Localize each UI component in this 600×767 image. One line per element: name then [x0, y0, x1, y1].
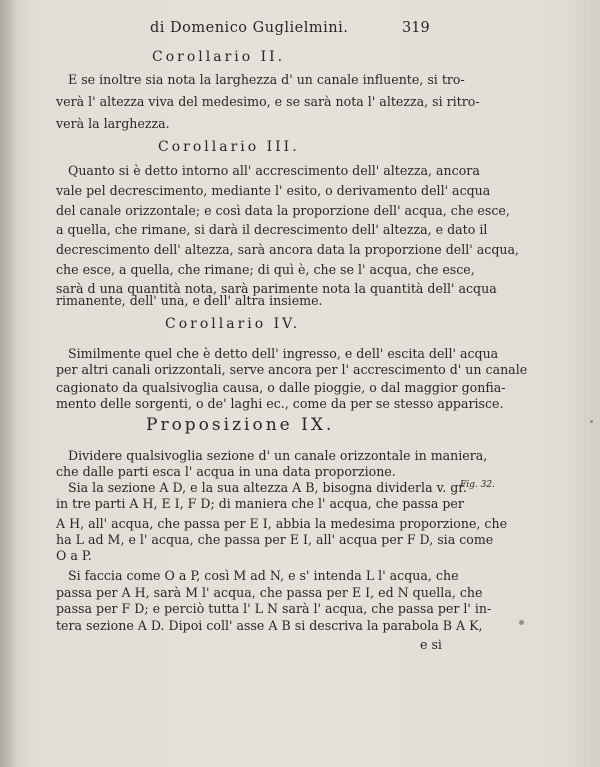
corollary-2-line: E se inoltre sia nota la larghezza d' un canale influente, si tro- — [68, 72, 465, 87]
proposition-9-paragraph-line: O a P. — [56, 548, 92, 563]
corollary-4-line: per altri canali orizzontali, serve ancora per l' accrescimento d' un canale — [56, 362, 528, 377]
corollary-3-line: che esce, a quella, che rimane; di quì è, che se l' acqua, che esce, — [56, 262, 475, 277]
corollary-3-line: Quanto si è detto intorno all' accrescimento dell' altezza, ancora — [68, 163, 480, 178]
proposition-9-statement-line: Dividere qualsivoglia sezione d' un canale orizzontale in maniera, — [68, 448, 488, 463]
catchword: e si — [420, 637, 442, 652]
corollary-4-line: Similmente quel che è detto dell' ingresso, e dell' escita dell' acqua — [68, 346, 499, 361]
proposition-9-heading: Proposizione IX. — [146, 415, 335, 435]
corollary-4-heading: Corollario IV. — [165, 316, 301, 332]
corollary-2-heading: Corollario II. — [152, 49, 286, 65]
proposition-9-paragraph-line: passa per A H, sarà M l' acqua, che passa per E I, ed N quella, che — [56, 585, 483, 600]
corollary-3-line: a quella, che rimane, si darà il decrescimento dell' altezza, e dato il — [56, 222, 488, 237]
gutter-shadow — [0, 0, 18, 767]
figure-margin-note: Fig. 32. — [460, 480, 495, 490]
proposition-9-paragraph-line: A H, all' acqua, che passa per E I, abbia la medesima proporzione, che — [56, 516, 508, 531]
proposition-9-paragraph-line: Si faccia come O a P, così M ad N, e s' intenda L l' acqua, che — [68, 568, 459, 583]
corollary-3-line: sarà d una quantità nota, sarà parimente nota la quantità dell' acqua — [56, 281, 497, 296]
proposition-9-paragraph-line: Sia la sezione A D, e la sua altezza A B, bisogna dividerla v. gr. — [68, 480, 467, 495]
corollary-3-line: vale pel decrescimento, mediante l' esito, o derivamento dell' acqua — [56, 183, 491, 198]
page-number: 319 — [402, 20, 430, 36]
corollary-2-line: verà l' altezza viva del medesimo, e se sarà nota l' altezza, si ritro- — [56, 94, 480, 109]
proposition-9-paragraph-line: ha L ad M, e l' acqua, che passa per E I, all' acqua per F D, sia come — [56, 532, 494, 547]
corollary-2-line: verà la larghezza. — [56, 116, 170, 131]
proposition-9-paragraph-line: tera sezione A D. Dipoi coll' asse A B si descriva la parabola B A K, — [56, 618, 483, 633]
corollary-3-line: rimanente, dell' una, e dell' altra insieme. — [56, 293, 323, 308]
page-edge — [585, 0, 586, 767]
corollary-4-line: mento delle sorgenti, o de' laghi ec., come da per se stesso apparisce. — [56, 396, 504, 411]
proposition-9-paragraph-line: in tre parti A H, E I, F D; di maniera che l' acqua, che passa per — [56, 496, 464, 511]
proposition-9-statement-line: che dalle parti esca l' acqua in una data proporzione. — [56, 464, 396, 479]
corollary-3-line: del canale orizzontale; e così data la proporzione dell' acqua, che esce, — [56, 203, 510, 218]
ink-spot — [590, 420, 593, 423]
corollary-3-line: decrescimento dell' altezza, sarà ancora data la proporzione dell' acqua, — [56, 242, 519, 257]
proposition-9-paragraph-line: passa per F D; e perciò tutta l' L N sarà l' acqua, che passa per l' in- — [56, 601, 492, 616]
ink-spot — [519, 620, 524, 625]
running-title: di Domenico Guglielmini. — [150, 20, 349, 36]
corollary-3-heading: Corollario III. — [158, 139, 300, 155]
corollary-4-line: cagionato da qualsivoglia causa, o dalle pioggie, o dal maggior gonfia- — [56, 380, 506, 395]
